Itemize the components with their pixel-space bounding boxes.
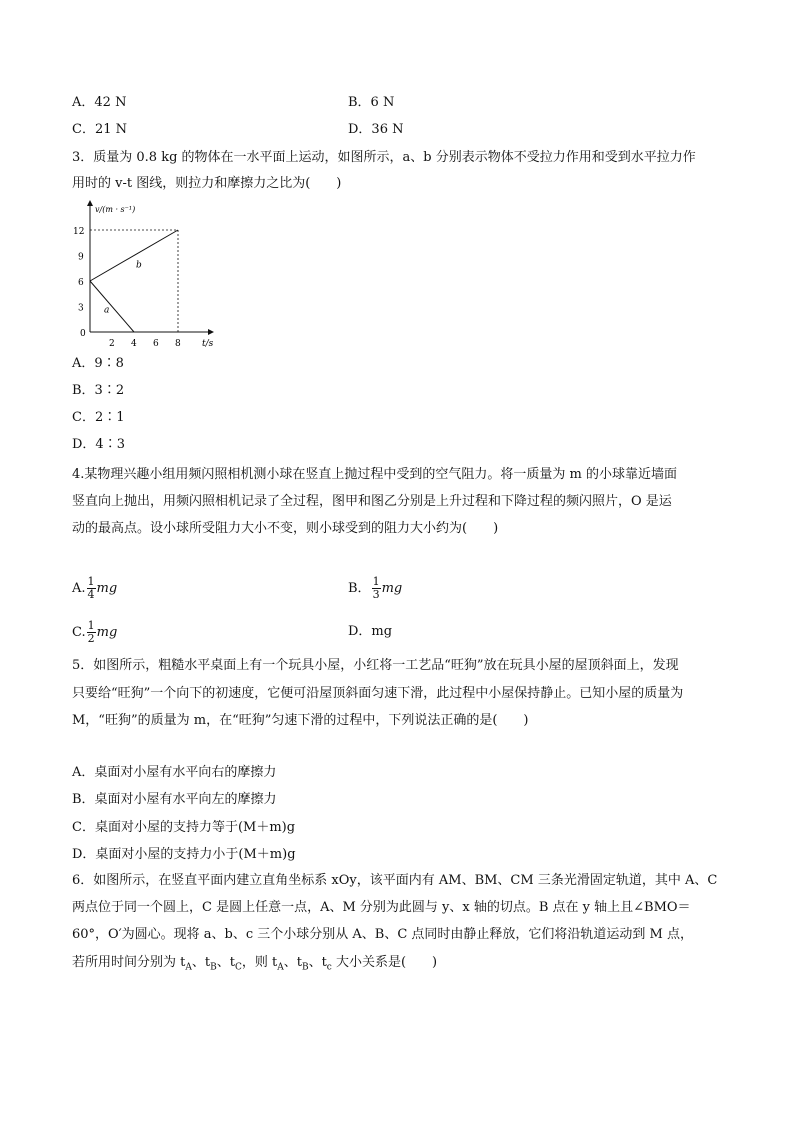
q4-stem-line3: 动的最高点。设小球所受阻力大小不变，则小球受到的阻力大小约为( ) <box>72 521 499 536</box>
q6-stem-line1: 6．如图所示，在竖直平面内建立直角坐标系 xOy，该平面内有 AM、BM、CM 三条光滑固定轨道，其中 A、C <box>72 873 718 888</box>
q4-stem-line1: 4.某物理兴趣小组用频闪照相机测小球在竖直上抛过程中受到的空气阻力。将一质量为 m 的小球靠近墙面 <box>72 467 677 482</box>
q3-option-c: C．2∶1 <box>72 410 125 425</box>
q2-option-a: A．42 N <box>72 95 127 110</box>
series-label-b: b <box>136 260 142 271</box>
q5-option-a: A．桌面对小屋有水平向右的摩擦力 <box>72 765 277 780</box>
q6-stem-line3: 60°，O′为圆心。现将 a、b、c 三个小球分别从 A、B、C 点同时由静止释放，它们将沿轨道运动到 M 点， <box>72 927 693 942</box>
q3-option-a: A．9∶8 <box>72 356 124 371</box>
q6-stem-line4: 若所用时间分别为 $t_A$、$t_B$、$t_C$，则 $t_A$、$t_B$、$t_c$ 大小关系是( ) <box>72 955 438 973</box>
fraction: $\frac{1}{2}$ <box>87 619 95 645</box>
q5-option-c: C．桌面对小屋的支持力等于(M＋m)g <box>72 820 296 835</box>
q2-option-c: C．21 N <box>72 122 127 137</box>
x-tick-label: 2 <box>109 339 115 349</box>
x-axis-arrow <box>208 329 214 335</box>
q3-option-d: D．4∶3 <box>72 437 125 452</box>
y-tick-label: 9 <box>78 252 84 263</box>
q3-stem-line2: 用时的 v-t 图线，则拉力和摩擦力之比为( ) <box>72 176 342 191</box>
q5-option-d: D．桌面对小屋的支持力小于(M＋m)g <box>72 847 296 862</box>
y-axis-label: v/(m · s⁻¹) <box>95 205 136 214</box>
x-tick-label: 6 <box>153 339 159 349</box>
y-axis-arrow <box>87 200 93 206</box>
q6-stem-line2: 两点位于同一个圆上，C 是圆上任意一点，A、M 分别为此圆与 y、x 轴的切点。B 点在 y 轴上且∠BMO＝ <box>72 900 691 915</box>
q4-option-d: D．mg <box>348 624 393 639</box>
q5-option-b: B．桌面对小屋有水平向左的摩擦力 <box>72 792 277 807</box>
q3-option-b: B．3∶2 <box>72 383 125 398</box>
q4-option-a: A. $\frac{1}{4}$ mg <box>72 575 118 601</box>
q4-stem-line2: 竖直向上抛出，用频闪照相机记录了全过程，图甲和图乙分别是上升过程和下降过程的频闪照片，O 是运 <box>72 494 672 509</box>
q2-option-b: B．6 N <box>348 95 395 110</box>
origin-label: 0 <box>80 329 86 339</box>
x-tick-label: 8 <box>175 339 181 349</box>
series-line-a <box>90 281 134 332</box>
q4-option-b: B． $\frac{1}{3}$ mg <box>348 575 403 601</box>
y-tick-label: 12 <box>73 227 85 237</box>
q4-option-c: C. $\frac{1}{2}$ mg <box>72 619 118 645</box>
q5-stem-line2: 只要给“旺狗”一个向下的初速度，它便可沿屋顶斜面匀速下滑，此过程中小屋保持静止。已知小屋的质量为 <box>72 686 684 701</box>
x-tick-label: 4 <box>131 339 137 349</box>
fraction: $\frac{1}{3}$ <box>372 575 380 601</box>
q3-stem-line1: 3．质量为 0.8 kg 的物体在一水平面上运动，如图所示，a、b 分别表示物体不受拉力作用和受到水平拉力作 <box>72 150 696 165</box>
q2-option-d: D．36 N <box>348 122 404 137</box>
series-line-b <box>90 230 178 281</box>
y-tick-label: 3 <box>78 303 84 314</box>
y-tick-label: 6 <box>78 278 84 288</box>
series-label-a: a <box>104 305 110 316</box>
fraction: $\frac{1}{4}$ <box>87 575 95 601</box>
q5-stem-line1: 5．如图所示，粗糙水平桌面上有一个玩具小屋，小红将一工艺品“旺狗”放在玩具小屋的屋顶斜面上，发现 <box>72 658 679 673</box>
x-axis-label: t/s <box>202 339 214 349</box>
q3-vt-chart <box>72 198 262 350</box>
q5-stem-line3: M，“旺狗”的质量为 m，在“旺狗”匀速下滑的过程中，下列说法正确的是( ) <box>72 713 529 728</box>
